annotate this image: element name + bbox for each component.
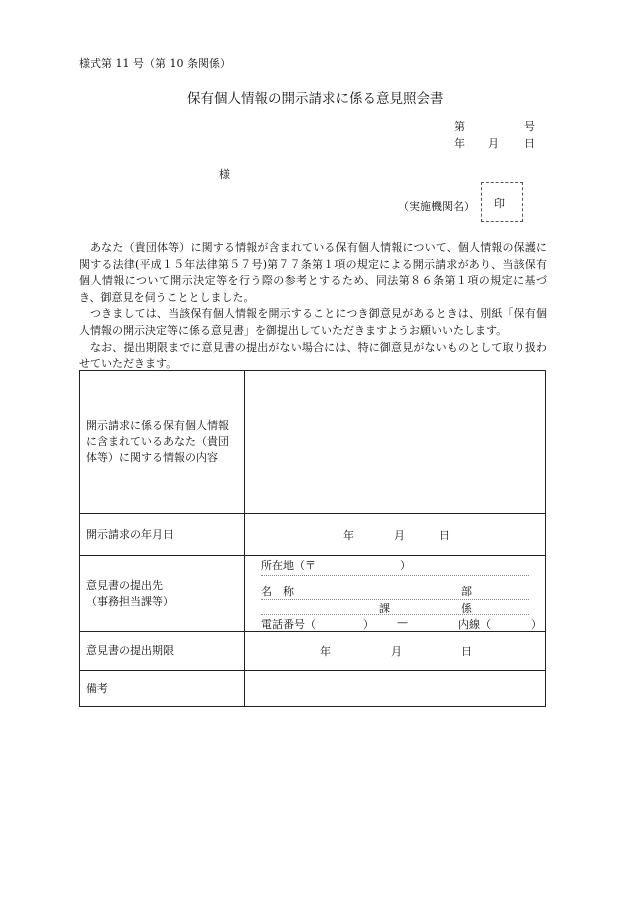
deadline-cell[interactable]	[244, 632, 545, 671]
org-name-label: 名 称	[260, 585, 294, 598]
bu-label: 部	[460, 585, 472, 598]
submit-to-label: 意見書の提出先	[86, 578, 163, 592]
section-rule	[261, 614, 529, 615]
body-paragraph-3: なお、提出期限までに意見書の提出がない場合には、特に御意見がないものとして取り扱わせていただきます。	[79, 340, 547, 371]
number-dai: 第	[454, 120, 465, 133]
submit-to-label-cell	[80, 556, 245, 632]
form-number: 様式第 11 号（第 10 条関係）	[79, 57, 231, 70]
request-date-label: 開示請求の年月日	[80, 514, 245, 556]
address-close: ）	[399, 559, 411, 572]
submit-to-cell[interactable]	[244, 556, 545, 632]
ka-label: 課	[378, 602, 390, 615]
deadline-label: 意見書の提出期限	[80, 632, 245, 671]
extension-label: 内線（	[457, 618, 491, 631]
kakari-label: 係	[460, 602, 472, 615]
request-date-month: 月	[393, 528, 405, 542]
deadline-month: 月	[390, 645, 402, 658]
seal-mark: 印	[494, 197, 505, 210]
remarks-cell[interactable]	[244, 671, 545, 707]
submit-to-sublabel: （事務担当課等）	[86, 594, 174, 608]
number-go: 号	[524, 120, 535, 133]
remarks-label: 備考	[80, 671, 245, 707]
inquiry-table	[79, 370, 546, 707]
content-label-cell	[80, 371, 245, 514]
body-paragraph-2: つきましては、当該保有個人情報を開示することにつき御意見があるときは、別紙「保有個人情報の開示決定等に係る意見書」を御提出していただきますようお願いいたします。	[79, 307, 547, 337]
content-label: 開示請求に係る保有個人情報に含まれているあなた（貴団体等）に関する情報の内容	[86, 419, 229, 464]
request-date-cell[interactable]	[244, 514, 545, 556]
name-rule	[261, 599, 529, 600]
date-year: 年	[454, 137, 465, 150]
body-paragraph-1: あなた（貴団体等）に関する情報が含まれている保有個人情報について、個人情報の保護に関する法律(平成１５年法律第５７号)第７７条第１項の規定による開示請求があり、当該保有個人情報について開示決定等を行う際の参考とするため、同法第８６条第１項の規定に基づき、御意見を伺うこととしました。	[79, 241, 547, 304]
page-title: 保有個人情報の開示請求に係る意見照会書	[187, 91, 444, 107]
phone-dash: —	[396, 616, 408, 629]
phone-close: ）	[362, 618, 374, 631]
body-text	[79, 240, 547, 373]
addressee-suffix: 様	[219, 168, 230, 181]
deadline-year: 年	[319, 645, 331, 658]
content-value-cell[interactable]	[244, 371, 545, 514]
date-month: 月	[488, 137, 499, 150]
phone-label: 電話番号（	[260, 618, 316, 631]
extension-close: ）	[530, 618, 542, 631]
deadline-day: 日	[460, 645, 472, 658]
address-rule	[261, 575, 529, 576]
request-date-year: 年	[342, 528, 354, 542]
agency-label: （実施機関名）	[398, 200, 475, 213]
address-label: 所在地（〒	[260, 559, 316, 572]
request-date-day: 日	[438, 528, 450, 542]
date-day: 日	[524, 137, 535, 150]
